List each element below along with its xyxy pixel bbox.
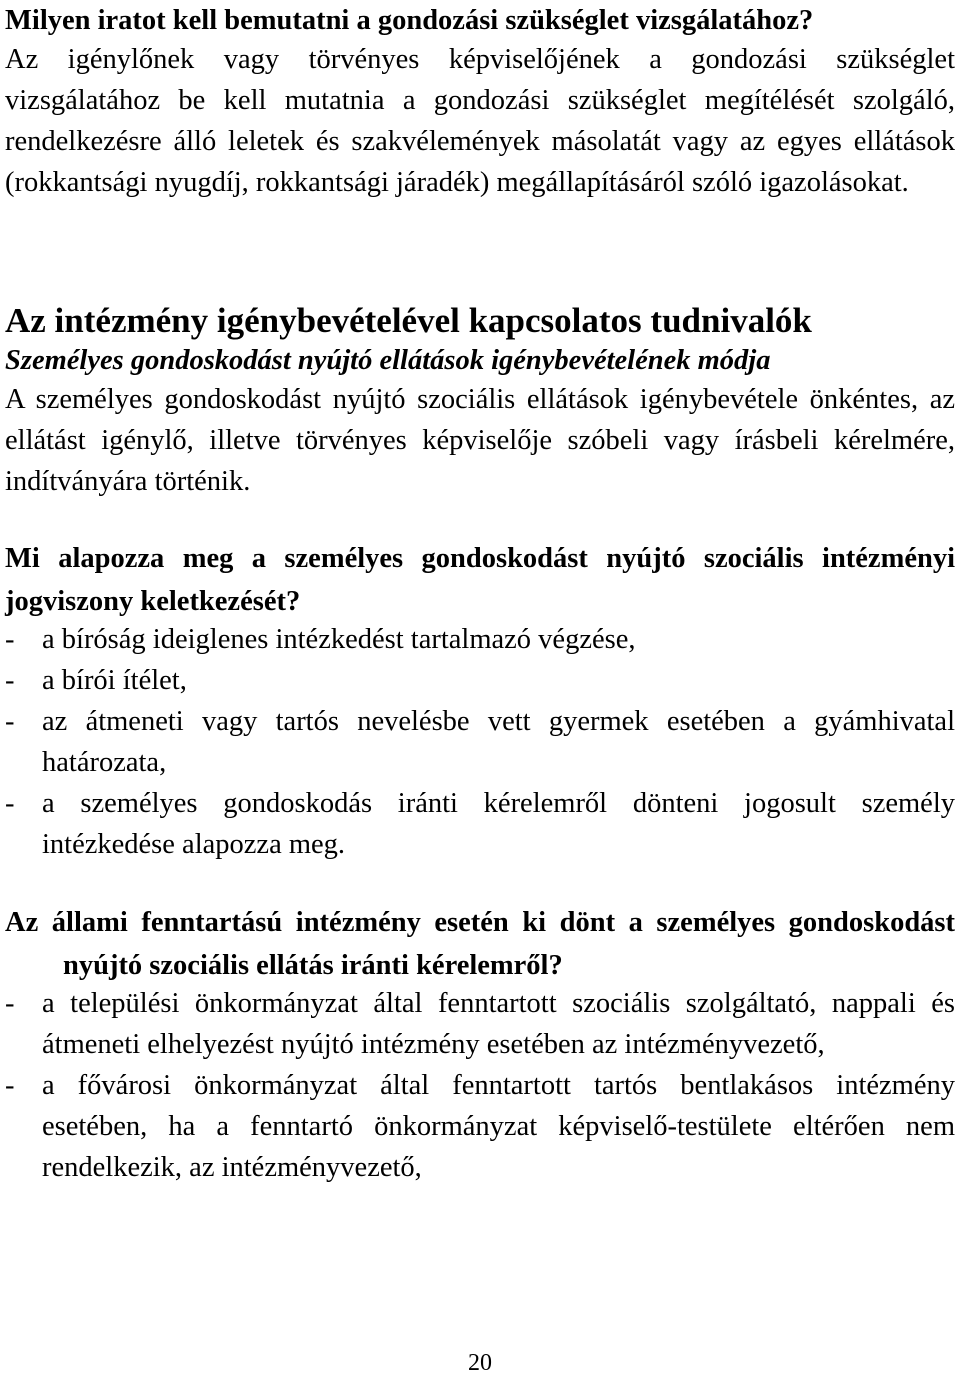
list-item (5, 619, 955, 660)
list-item-text: a bíróság ideiglenes intézkedést tartalmazó végzése, (42, 624, 636, 655)
section-heading: Az intézmény igénybevételével kapcsolatos tudnivalók (5, 301, 812, 340)
page-number: 20 (468, 1350, 492, 1376)
list-dash: - (5, 624, 15, 655)
list-item (5, 983, 955, 1065)
list-dash: - (5, 988, 15, 1019)
question-required-documents: Milyen iratot kell bemutatni a gondozási szükséglet vizsgálatához? (5, 5, 814, 36)
list-item (5, 660, 955, 701)
list-dash: - (5, 706, 15, 737)
legal-basis-list (5, 619, 955, 865)
list-item-text: a települési önkormányzat által fenntartott szociális szolgáltató, nappali és átmeneti elhelyezést nyújtó intézmény esetében az intézményvezető, (42, 988, 955, 1060)
list-dash: - (5, 665, 15, 696)
section-subheading: Személyes gondoskodást nyújtó ellátások igénybevételének módja (5, 345, 771, 376)
usage-paragraph: A személyes gondoskodást nyújtó szociális ellátások igénybevétele önkéntes, az ellátást igénylő, illetve törvényes képviselője szóbeli vagy írásbeli kérelmére, indítványára történik. (5, 384, 955, 497)
list-dash: - (5, 1070, 15, 1101)
list-item (5, 1065, 955, 1188)
list-item (5, 783, 955, 865)
list-item-text: az átmeneti vagy tartós nevelésbe vett gyermek esetében a gyámhivatal határozata, (42, 706, 955, 778)
list-item-text: a bírói ítélet, (42, 665, 187, 696)
question-legal-relationship: Mi alapozza meg a személyes gondoskodást nyújtó szociális intézményi jogviszony keletkezését? (5, 543, 955, 617)
list-dash: - (5, 788, 15, 819)
answer-required-documents: Az igénylőnek vagy törvényes képviselőjének a gondozási szükséglet vizsgálatához be kell mutatnia a gondozási szükséglet megítélését szolgáló, rendelkezésre álló leletek és szakvélemények másolatát vagy az egyes ellátások (rokkantsági nyugdíj, rokkantsági járadék) megállapításáról szóló igazolásokat. (5, 44, 955, 198)
decision-maker-list (5, 983, 955, 1188)
list-item (5, 701, 955, 783)
document-page (5, 0, 955, 1188)
question-decision-maker: Az állami fenntartású intézmény esetén ki dönt a személyes gondoskodást nyújtó szociális ellátás iránti kérelemről? (5, 907, 955, 981)
list-item-text: a fővárosi önkormányzat által fenntartott tartós bentlakásos intézmény esetében, ha a fenntartó önkormányzat képviselő-testülete eltérően nem rendelkezik, az intézményvezető, (42, 1070, 955, 1183)
list-item-text: a személyes gondoskodás iránti kérelemről dönteni jogosult személy intézkedése alapozza meg. (42, 788, 955, 860)
